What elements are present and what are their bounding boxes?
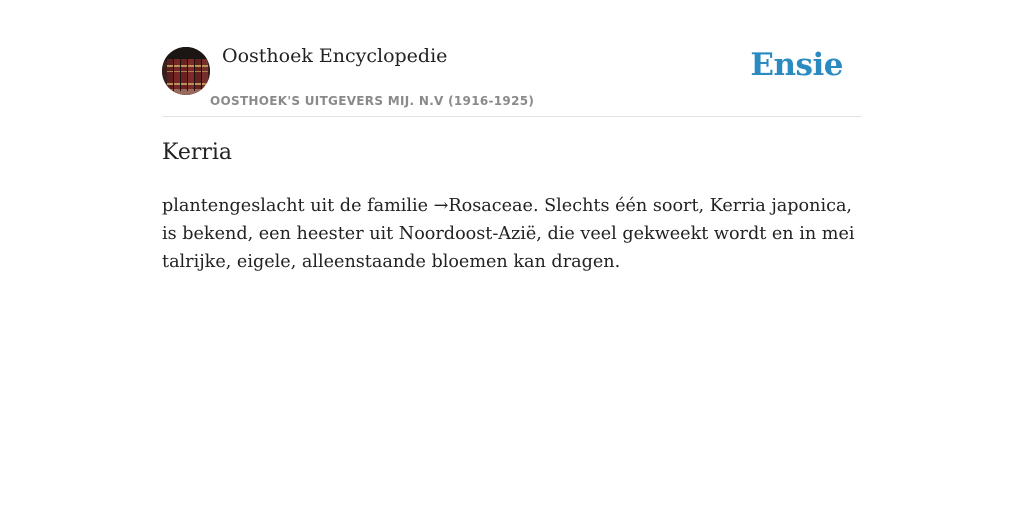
publication-title-link[interactable]: Oosthoek Encyclopedie [222,45,448,67]
rosaceae-link[interactable] [434,196,533,216]
bookshelf-thumbnail-icon[interactable] [162,47,210,95]
rosaceae-link-label: Rosaceae [448,196,533,216]
entry-title: Kerria [162,140,233,165]
page-container [162,0,862,272]
entry-body-text-end: . Slechts één soort, Kerria japonica, is bekend, een heester uit Noordoost-Azië, die veel gekweekt wordt en in mei talrijke, eigele, alleenstaande bloemen kan dragen. [162,196,855,272]
header [162,0,862,117]
ensie-logo-link[interactable]: Ensie [750,47,843,83]
publisher-label: OOSTHOEK'S UITGEVERS MIJ. N.V (1916-1925) [210,94,535,108]
arrow-right-icon: → [433,196,449,216]
book-spines-image [162,47,210,95]
entry-body [162,192,862,276]
entry-body-text-start: plantengeslacht uit de familie [162,196,434,216]
